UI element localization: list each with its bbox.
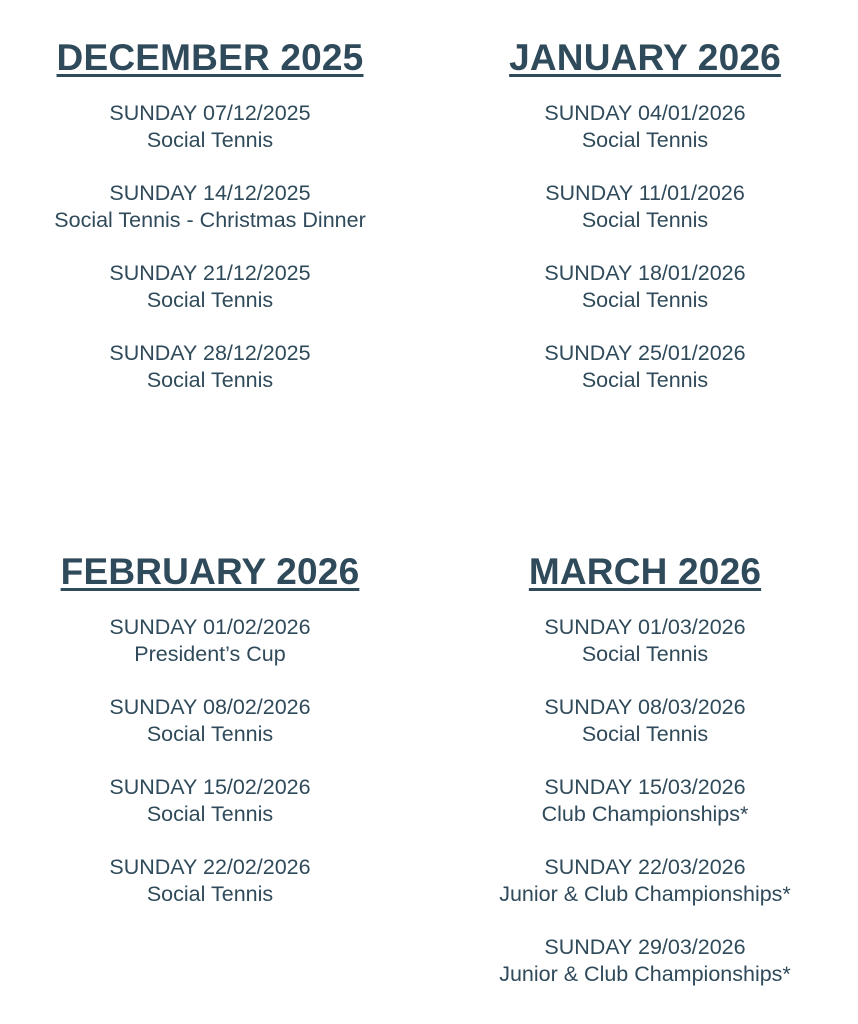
event-name: Social Tennis — [146, 802, 274, 826]
event-name: Social Tennis — [581, 208, 709, 232]
event-entry — [435, 694, 855, 748]
event-date: SUNDAY 15/02/2026 — [109, 775, 311, 799]
month-january — [435, 38, 855, 420]
event-name: Social Tennis — [146, 722, 274, 746]
month-title: FEBRUARY 2026 — [60, 551, 360, 592]
event-name: Social Tennis — [581, 722, 709, 746]
event-date: SUNDAY 21/12/2025 — [109, 261, 311, 285]
event-entry — [435, 180, 855, 234]
event-list — [435, 100, 855, 394]
event-entry — [435, 100, 855, 154]
event-date: SUNDAY 14/12/2025 — [109, 181, 311, 205]
event-date: SUNDAY 22/02/2026 — [109, 855, 311, 879]
event-entry — [0, 614, 420, 668]
event-name: Social Tennis — [146, 128, 274, 152]
event-list — [435, 614, 855, 988]
month-february — [0, 552, 420, 934]
event-list — [0, 614, 420, 908]
event-name: Social Tennis — [581, 368, 709, 392]
event-entry — [435, 614, 855, 668]
event-name: President’s Cup — [134, 642, 286, 666]
event-name: Club Championships* — [541, 802, 749, 826]
event-name: Social Tennis — [581, 128, 709, 152]
event-entry — [0, 100, 420, 154]
event-date: SUNDAY 07/12/2025 — [109, 101, 311, 125]
event-name: Junior & Club Championships* — [499, 962, 791, 986]
event-name: Social Tennis — [581, 288, 709, 312]
event-entry — [0, 260, 420, 314]
event-name: Social Tennis - Christmas Dinner — [54, 208, 366, 232]
event-date: SUNDAY 04/01/2026 — [544, 101, 746, 125]
event-date: SUNDAY 08/03/2026 — [544, 695, 746, 719]
month-title: MARCH 2026 — [528, 551, 762, 592]
month-title: DECEMBER 2025 — [56, 37, 364, 78]
event-date: SUNDAY 01/03/2026 — [544, 615, 746, 639]
event-entry — [0, 774, 420, 828]
event-entry — [435, 934, 855, 988]
event-entry — [435, 854, 855, 908]
event-name: Social Tennis — [146, 882, 274, 906]
event-list — [0, 100, 420, 394]
event-date: SUNDAY 28/12/2025 — [109, 341, 311, 365]
event-name: Junior & Club Championships* — [499, 882, 791, 906]
event-name: Social Tennis — [146, 288, 274, 312]
event-date: SUNDAY 25/01/2026 — [544, 341, 746, 365]
event-date: SUNDAY 08/02/2026 — [109, 695, 311, 719]
event-date: SUNDAY 11/01/2026 — [545, 181, 745, 205]
event-entry — [435, 774, 855, 828]
event-entry — [0, 694, 420, 748]
event-date: SUNDAY 22/03/2026 — [544, 855, 746, 879]
event-entry — [435, 260, 855, 314]
event-date: SUNDAY 01/02/2026 — [109, 615, 311, 639]
event-name: Social Tennis — [581, 642, 709, 666]
event-date: SUNDAY 18/01/2026 — [544, 261, 746, 285]
event-name: Social Tennis — [146, 368, 274, 392]
month-december — [0, 38, 420, 420]
event-entry — [0, 340, 420, 394]
month-title: JANUARY 2026 — [509, 37, 781, 78]
event-entry — [0, 854, 420, 908]
event-date: SUNDAY 15/03/2026 — [544, 775, 746, 799]
event-entry — [435, 340, 855, 394]
event-entry — [0, 180, 420, 234]
event-date: SUNDAY 29/03/2026 — [544, 935, 746, 959]
month-march — [435, 552, 855, 1014]
